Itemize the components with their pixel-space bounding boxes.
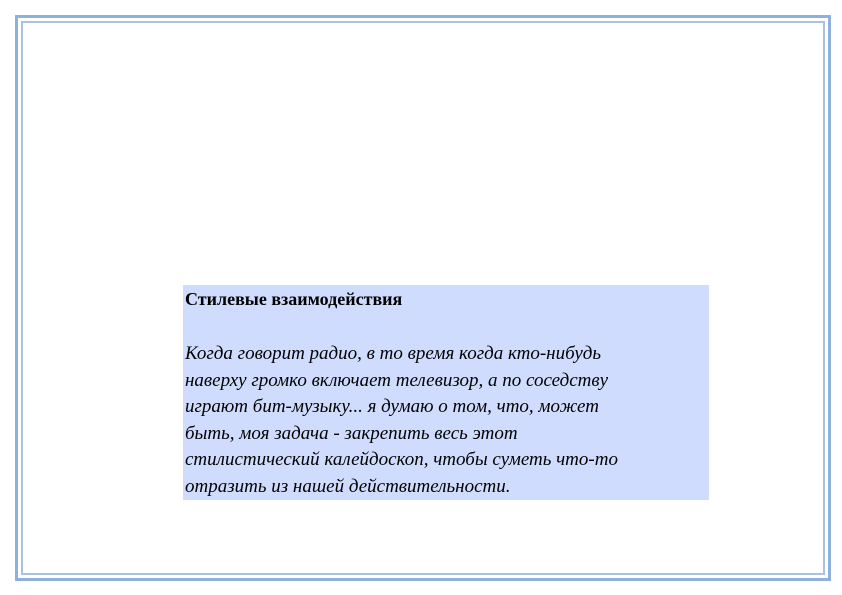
quote-heading: Стилевые взаимодействия	[185, 289, 403, 309]
quote-box	[183, 285, 709, 500]
quote-line: играют бит-музыку... я думаю о том, что, может	[185, 396, 599, 417]
quote-line: Когда говорит радио, в то время когда кто-нибудь	[185, 343, 602, 364]
quote-line: стилистический калейдоскоп, чтобы суметь что-то	[185, 449, 618, 470]
quote-text	[185, 341, 701, 500]
quote-line: быть, моя задача - закрепить весь этот	[185, 422, 518, 444]
quote-line: наверху громко включает телевизор, а по соседству	[185, 369, 609, 391]
quote-line: отразить из нашей действительности.	[185, 475, 511, 497]
